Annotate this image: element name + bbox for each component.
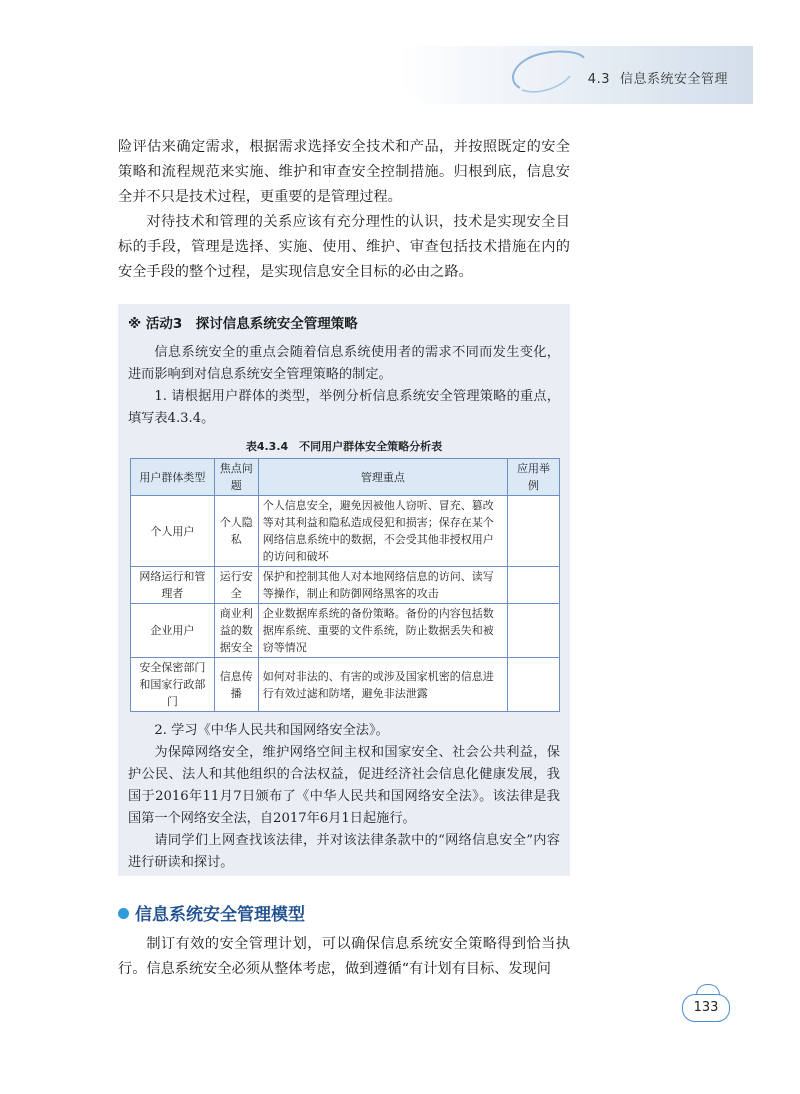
activity-paragraph-2: 为保障网络安全，维护网络空间主权和国家安全、社会公共利益，保护公民、法人和其他组织的合法权益，促进经济社会信息化健康发展，我国于2016年11月7日颁布了《中华人民共和国网络安全法》。该法律是我国第一个网络安全法，自2017年6月1日起施行。	[128, 745, 560, 826]
section-text	[118, 932, 570, 982]
table-cell-user-type: 网络运行和管理者	[131, 567, 215, 604]
table-cell-management: 企业数据库系统的备份策略。备份的内容包括数据库系统、重要的文件系统，防止数据丢失和被窃等情况	[258, 604, 507, 658]
table-cell-user-type: 个人用户	[131, 496, 215, 567]
table-caption: 表4.3.4 不同用户群体安全策略分析表	[245, 440, 443, 453]
table-header-cell: 应用举例	[508, 459, 560, 496]
table-row	[131, 567, 560, 604]
table-header-row	[131, 459, 560, 496]
table-row	[131, 496, 560, 567]
table-cell-example	[508, 496, 560, 567]
table-cell-focus: 商业利益的数据安全	[214, 604, 258, 658]
activity-intro	[128, 342, 560, 430]
table-cell-focus: 信息传播	[214, 658, 258, 712]
table-cell-management: 保护和控制其他人对本地网络信息的访问、读写等操作，制止和防御网络黑客的攻击	[258, 567, 507, 604]
activity-title: ※ 活动3 探讨信息系统安全管理策略	[128, 316, 358, 332]
section-paragraph: 制订有效的安全管理计划，可以确保信息系统安全策略得到恰当执行。信息系统安全必须从整体考虑，做到遵循“有计划有目标、发现问	[118, 936, 570, 977]
running-header	[588, 68, 728, 87]
section-heading	[118, 900, 305, 925]
activity-paragraph-1: 信息系统安全的重点会随着信息系统使用者的需求不同而发生变化，进而影响到对信息系统安全管理策略的制定。	[128, 345, 560, 382]
activity-item-2: 2. 学习《中华人民共和国网络安全法》。	[154, 723, 389, 738]
e-swoosh-icon	[500, 40, 590, 110]
intro-paragraph-2: 对待技术和管理的关系应该有充分理性的认识，技术是实现安全目标的手段，管理是选择、实施、使用、维护、审查包括技术措施在内的安全手段的整个过程，是实现信息安全目标的必由之路。	[118, 214, 570, 280]
table-header-cell: 用户群体类型	[131, 459, 215, 496]
table-cell-user-type: 企业用户	[131, 604, 215, 658]
bullet-dot-icon	[118, 908, 129, 919]
table-cell-management: 个人信息安全，避免因被他人窃听、冒充、篡改等对其利益和隐私造成侵犯和损害；保存在某个网络信息系统中的数据，不会受其他非授权用户的访问和破坏	[258, 496, 507, 567]
section-heading-text: 信息系统安全管理模型	[135, 905, 305, 925]
table-cell-focus: 个人隐私	[214, 496, 258, 567]
page-number: 133	[682, 994, 730, 1022]
table-header-cell: 焦点问题	[214, 459, 258, 496]
header-section-number: 4.3	[587, 72, 610, 87]
activity-law	[128, 720, 560, 874]
table-row	[131, 658, 560, 712]
table-header-cell: 管理重点	[258, 459, 507, 496]
intro-paragraph-1: 险评估来确定需求，根据需求选择安全技术和产品，并按照既定的安全策略和流程规范来实施、维护和审查安全控制措施。归根到底，信息安全并不只是技术过程，更重要的是管理过程。	[118, 139, 570, 205]
table-cell-user-type: 安全保密部门和国家行政部门	[131, 658, 215, 712]
activity-box	[118, 304, 570, 876]
activity-paragraph-3: 请同学们上网查找该法律，并对该法律条款中的“网络信息安全”内容进行研读和探讨。	[128, 833, 560, 870]
table-row	[131, 604, 560, 658]
table-cell-example	[508, 604, 560, 658]
table-cell-example	[508, 658, 560, 712]
table-cell-example	[508, 567, 560, 604]
table-cell-focus: 运行安全	[214, 567, 258, 604]
activity-item-1: 1. 请根据用户群体的类型，举例分析信息系统安全管理策略的重点，填写表4.3.4。	[128, 389, 560, 426]
table-cell-management: 如何对非法的、有害的或涉及国家机密的信息进行有效过滤和防堵，避免非法泄露	[258, 658, 507, 712]
header-section-title: 信息系统安全管理	[619, 72, 728, 87]
intro-text	[118, 135, 570, 285]
policy-table	[130, 458, 560, 712]
